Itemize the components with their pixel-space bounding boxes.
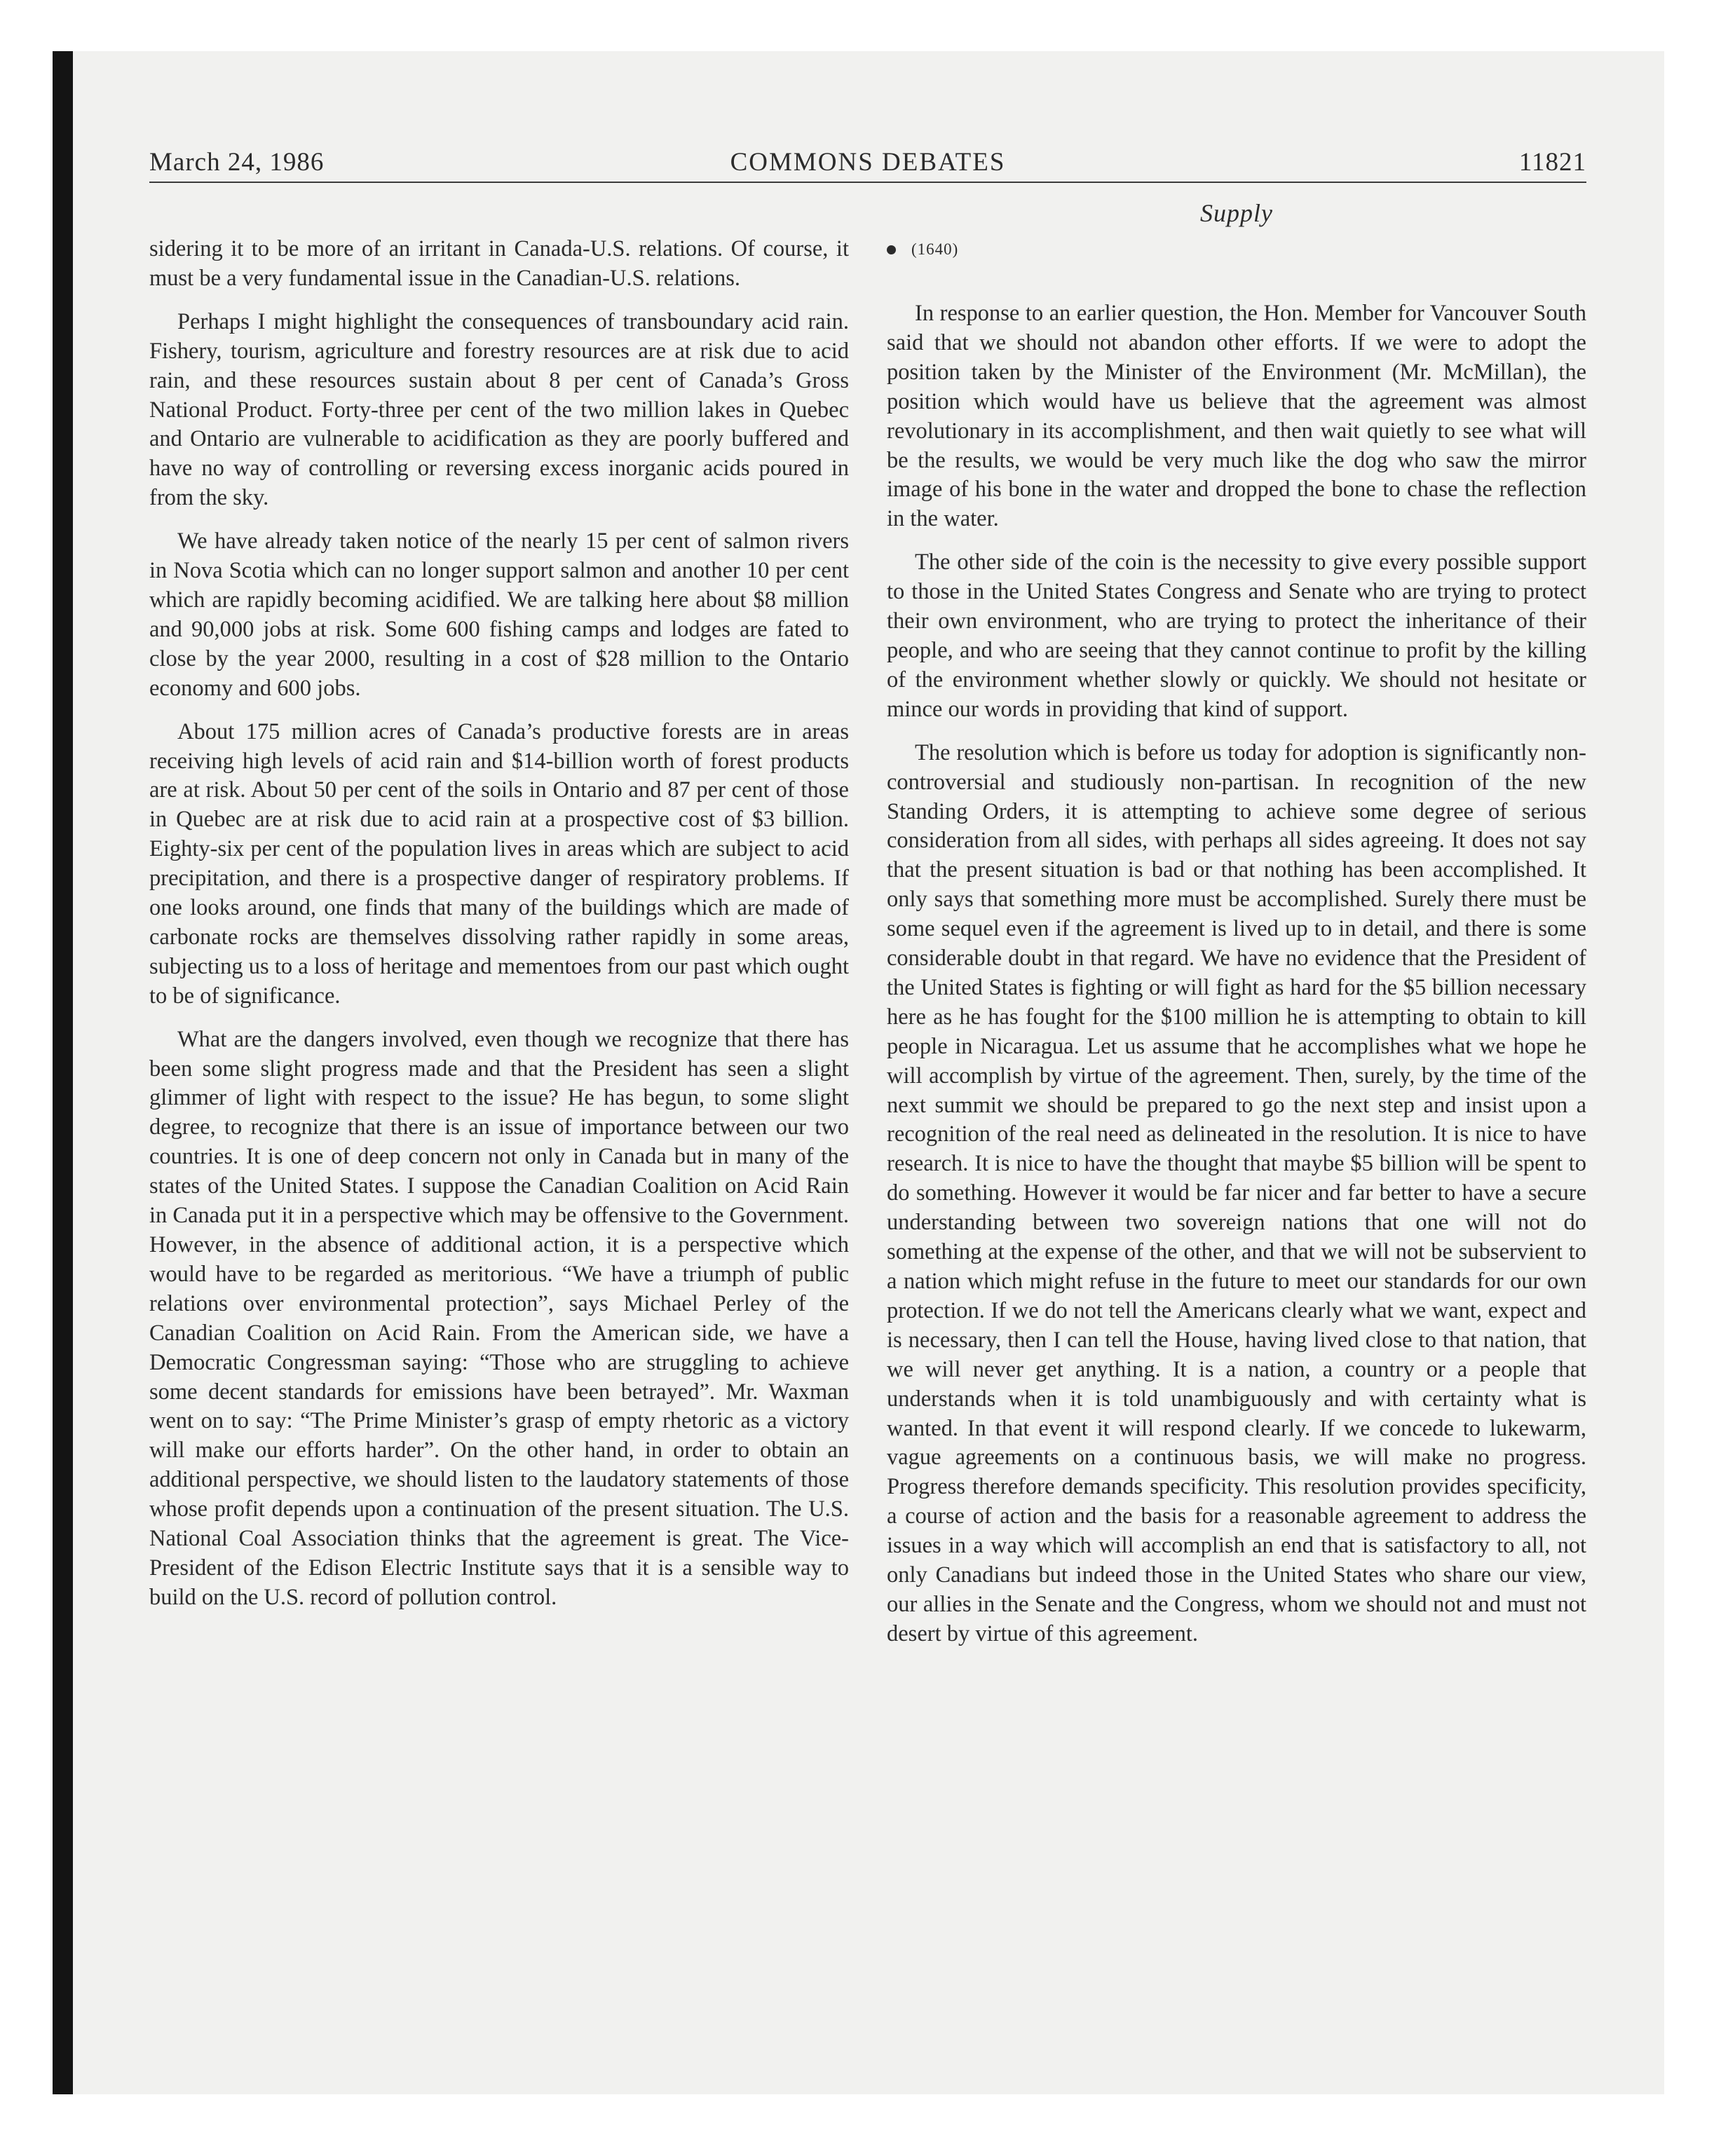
paragraph: The resolution which is before us today for adoption is significantly non-controversial and studiously non-partisan. In recognition of the new Standing Orders, it is attempting to achieve some degree of serious consideration from all sides, with perhaps all sides agreeing. It does not say that the present situation is bad or that nothing has been accomplished. It only says that something more must be accomplished. Surely there must be some sequel even if the agreement is lived up to in detail, and there is some considerable doubt in that regard. We have no evidence that the President of the United States is fighting or will fight as hard for the $5 billion necessary here as he has fought for the $100 million he is attempting to obtain to kill people in Nicaragua. Let us assume that he accomplishes what we hope he will accomplish by virtue of the agreement. Then, surely, by the time of the next summit we should be prepared to go the next step and insist upon a recognition of the real need as delineated in the resolution. It is nice to have research. It is nice to have the thought that maybe $5 billion will be spent to do something. However it would be far nicer and far better to have a secure understanding between two sovereign nations that one will not do something at the expense of the other, and that we will not be subservient to a nation which might refuse in the future to meet our standards for our own protection. If we do not tell the Americans clearly what we want, expect and is necessary, then I can tell the House, having lived close to that nation, that we will never get anything. It is a nation, a country or a people that understands when it is told unambiguously and with certainty what is wanted. In that event it will respond clearly. If we concede to lukewarm, vague agreements on a continuous basis, we will make no progress. Progress therefore demands specificity. This resolution provides specificity, a course of action and the basis for a reasonable agreement to address the issues in a way which will accomplish an end that is satisfactory to all, not only Canadians but indeed those in the United States who share our view, our allies in the Senate and the Congress, whom we should not and must not desert by virtue of this agreement. [887,739,1586,1646]
scan-border [53,51,73,2094]
bullet-icon [887,245,896,254]
running-header [149,147,1586,182]
header-date: March 24, 1986 [149,148,325,177]
left-column [149,235,849,1627]
right-column [887,235,1586,1663]
section-label: Supply [1200,199,1273,227]
time-stamp [887,235,1586,264]
paragraph: About 175 million acres of Canada’s productive forests are in areas receiving high levels of acid rain and $14-billion worth of forest products are at risk. About 50 per cent of the soils in Ontario and 87 per cent of those in Quebec are at risk due to acid rain at a prospective cost of $3 billion. Eighty-six per cent of the population lives in areas which are subject to acid precipitation, and there is a prospective danger of respiratory problems. If one looks around, one finds that many of the buildings which are made of carbonate rocks are themselves dissolving rather rapidly in some areas, subjecting us to a loss of heritage and mementoes from our past which ought to be of significance. [149,718,849,1009]
time-stamp-text: (1640) [911,240,959,259]
header-rule [149,182,1586,183]
paragraph: The other side of the coin is the necessity to give every possible support to those in the United States Congress and Senate who are trying to protect their own environment, who are trying to protect the inheritance of their people, and who are seeing that they cannot continue to profit by the killing of the environment whether slowly or quickly. We should not hesitate or mince our words in providing that kind of support. [887,550,1586,722]
paragraph: We have already taken notice of the nearly 15 per cent of salmon rivers in Nova Scotia which can no longer support salmon and another 10 per cent which are rapidly becoming acidified. We are talking here about $8 million and 90,000 jobs at risk. Some 600 fishing camps and lodges are fated to close by the year 2000, resulting in a cost of $28 million to the Ontario economy and 600 jobs. [149,528,849,701]
header-page-number: 11821 [1518,148,1586,177]
paragraph: sidering it to be more of an irritant in Canada-U.S. relations. Of course, it must be a very fundamental issue in the Canadian-U.S. relations. [149,236,849,291]
paragraph: Perhaps I might highlight the consequences of transboundary acid rain. Fishery, tourism, agriculture and forestry resources are at risk due to acid rain, and these resources sustain about 8 per cent of Canada’s Gross National Product. Forty-three per cent of the two million lakes in Quebec and Ontario are vulnerable to acidification as they are poorly buffered and have no way of controlling or reversing excess inorganic acids poured in from the sky. [149,308,849,511]
paragraph: In response to an earlier question, the Hon. Member for Vancouver South said that we should not abandon other efforts. If we were to adopt the position taken by the Minister of the Environment (Mr. McMillan), the position which would have us believe that the agreement was almost revolutionary in its accomplishment, and then wait quietly to see what will be the results, we would be very much like the dog who saw the mirror image of his bone in the water and dropped the bone to chase the reflection in the water. [887,301,1586,532]
header-title: COMMONS DEBATES [730,148,1006,177]
paragraph: What are the dangers involved, even though we recognize that there has been some slight progress made and that the President has seen a slight glimmer of light with respect to the issue? He has begun, to some slight degree, to recognize that there is an issue of importance between our two countries. It is one of deep concern not only in Canada but in many of the states of the United States. I suppose the Canadian Coalition on Acid Rain in Canada put it in a perspective which may be offensive to the Government. However, in the absence of additional action, it is a perspective which would have to be regarded as meritorious. “We have a triumph of public relations over environmental protection”, says Michael Perley of the Canadian Coalition on Acid Rain. From the American side, we have a Democratic Congressman saying: “Those who are struggling to achieve some decent standards for emissions have been betrayed”. Mr. Waxman went on to say: “The Prime Minister’s grasp of empty rhetoric as a victory will make our efforts harder”. On the other hand, in order to obtain an additional perspective, we should listen to the laudatory statements of those whose profit depends upon a continuation of the present situation. The U.S. National Coal Association thinks that the agreement is great. The Vice-President of the Edison Electric Institute says that it is a sensible way to build on the U.S. record of pollution control. [149,1026,849,1610]
